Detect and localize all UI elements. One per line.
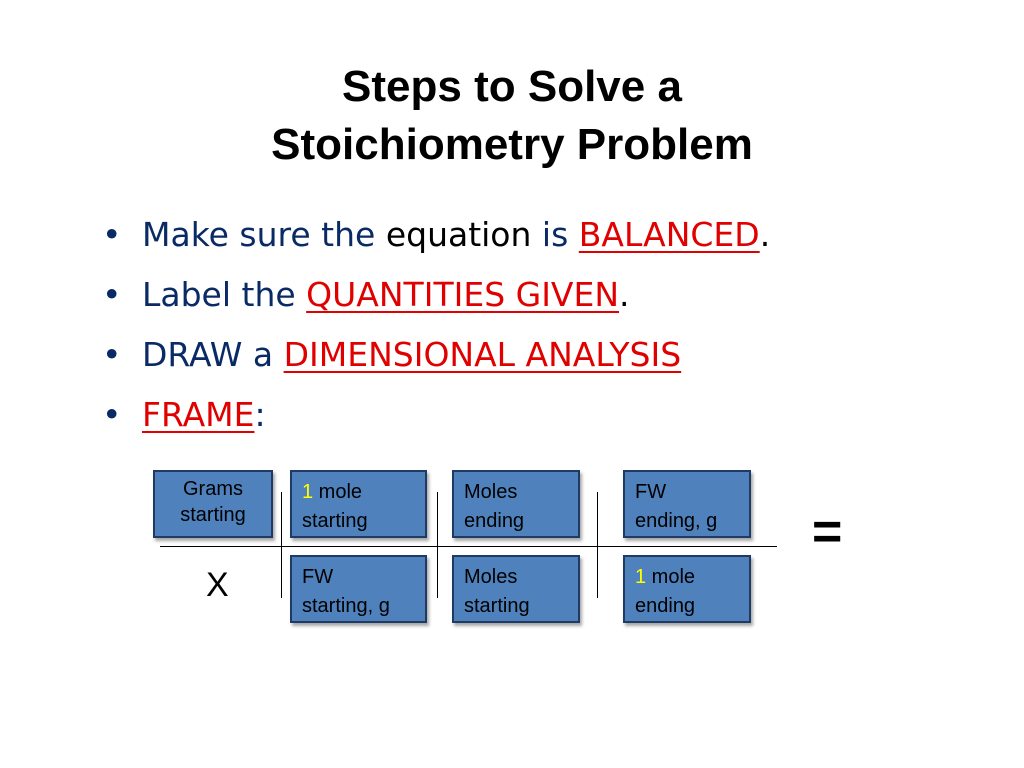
frame-box-moles-starting: [452, 555, 580, 623]
box-line: starting, g: [302, 595, 390, 617]
step-balance: [102, 205, 770, 265]
step-punct: .: [759, 215, 771, 254]
box-line: Moles: [464, 481, 518, 503]
frame-box-mole-ending: [623, 555, 751, 623]
box-text: mole: [313, 481, 363, 503]
step-draw: [102, 325, 770, 385]
box-line: ending, g: [635, 510, 718, 532]
frame-box-fw-ending: [623, 470, 751, 538]
bullet-icon: •: [102, 335, 122, 374]
frame-divider-vertical: [281, 492, 282, 598]
box-line: starting: [180, 504, 246, 526]
step-highlight: DIMENSIONAL ANALYSIS: [283, 335, 682, 374]
step-text-equation: equation: [385, 215, 532, 254]
box-line: ending: [635, 595, 696, 617]
step-text-is: is: [531, 215, 579, 254]
step-text: Make sure the: [142, 215, 386, 254]
frame-divider-vertical: [437, 492, 438, 598]
frame-box-grams-starting: [153, 470, 273, 538]
frame-box-fw-starting: [290, 555, 427, 623]
box-line: [635, 563, 739, 592]
box-line: FW: [635, 481, 667, 503]
step-punct: :: [254, 395, 266, 434]
step-highlight: QUANTITIES GIVEN: [306, 275, 620, 314]
title-line-2: Stoichiometry Problem: [271, 120, 753, 169]
box-line: starting: [302, 510, 368, 532]
box-line: Moles: [464, 566, 518, 588]
slide-title: [0, 58, 1024, 174]
box-line: starting: [464, 595, 530, 617]
step-label: [102, 265, 770, 325]
frame-divider-horizontal: [160, 546, 777, 547]
box-line: FW: [302, 566, 334, 588]
multiply-sign: X: [206, 566, 229, 604]
frame-box-mole-starting: [290, 470, 427, 538]
equals-sign: =: [812, 503, 843, 561]
step-text: Label the: [142, 275, 307, 314]
steps-list: [102, 205, 770, 445]
box-number: 1: [635, 566, 647, 588]
step-highlight: BALANCED: [578, 215, 760, 254]
step-text: DRAW a: [142, 335, 284, 374]
bullet-icon: •: [102, 215, 122, 254]
box-line: Grams: [183, 478, 243, 500]
step-punct: .: [619, 275, 630, 314]
box-line: [302, 478, 415, 507]
frame-box-moles-ending: [452, 470, 580, 538]
box-line: ending: [464, 510, 525, 532]
step-frame: [102, 385, 770, 445]
bullet-icon: •: [102, 395, 122, 434]
box-number: 1: [302, 481, 314, 503]
title-line-1: Steps to Solve a: [342, 62, 682, 111]
frame-divider-vertical: [597, 492, 598, 598]
box-text: mole: [646, 566, 696, 588]
step-highlight: FRAME: [142, 395, 255, 434]
bullet-icon: •: [102, 275, 122, 314]
